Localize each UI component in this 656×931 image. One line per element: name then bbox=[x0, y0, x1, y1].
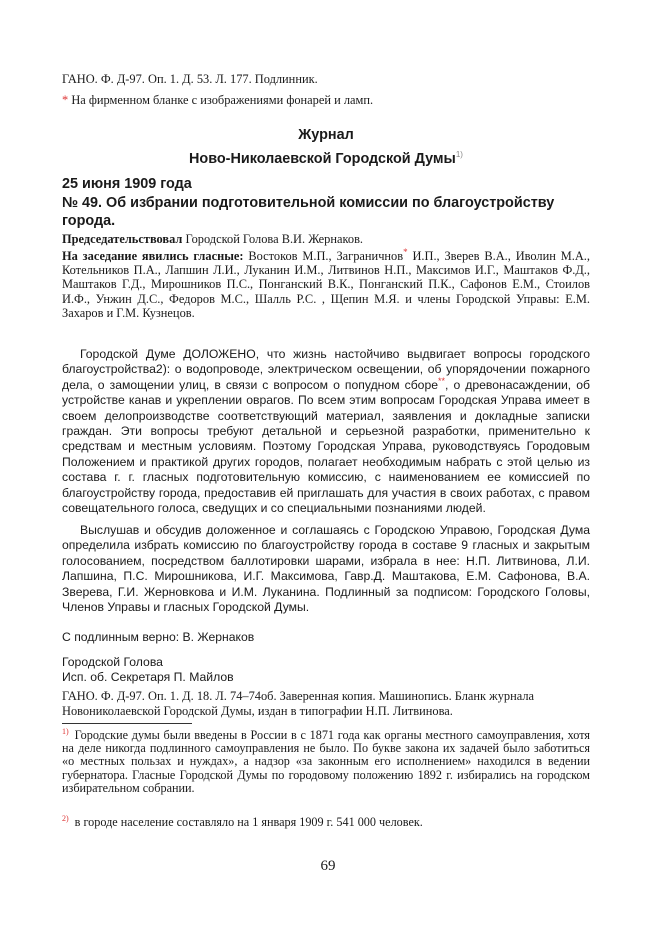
attendees-text-b: И.П., Зверев В.А., Иволин М.А., Котельников П.А., Лапшин Л.И., Луканин И.М., Литвинов Н.П., Максимов И.Г., Маштаков Ф.Д., Маштаков Г.Д., Мирошников П.С., Понганский В.К., Понганский П.К., Сафонов Е.М., Стоилов И.Ф., Унжин Д.С., Федоров М.С., Шалль Р.С. , Щепин М.Я. и члены Городской Управы: Е.М. Захаров и Г.М. Кузнецов. bbox=[62, 249, 590, 320]
decision-paragraph: Выслушав и обсудив доложенное и соглашаясь с Городскою Управою, Городская Дума определила избрать комиссию по благоустройству города в составе 9 гласных и закрытым голосованием, посредством баллотировки шарами, избрала в нее: Н.П. Литвинова, Л.И. Лапшина, П.С. Мирошникова, И.Г. Максимова, Гавр.Д. Маштакова, Е.М. Сафонова, В.А. Зверева, Г.И. Жерновкова и И.М. Луканина. Подлинный за подписом: Городского Головы, Членов Управы и гласных Городской Думы. bbox=[62, 523, 590, 615]
asterisk-note bbox=[62, 93, 590, 108]
footnote-1-text: Городские думы были введены в России в с 1871 года как органы местного самоуправления, хотя на деле никогда подлинного самоуправления не было. По букве закона их задачей было заботиться «о местных пользах и нуждах», а надзор «за законным его исполнением» находился в ведении губернатора. Гласные Городской Думы по городовому положению 1892 г. избирались на городском избирательном собрании. bbox=[62, 728, 590, 795]
asterisk-note-text: На фирменном бланке с изображениями фонарей и ламп. bbox=[71, 93, 374, 107]
chair-text: Городской Голова В.И. Жернаков. bbox=[185, 232, 364, 246]
archive-source-top: ГАНО. Ф. Д-97. Оп. 1. Д. 53. Л. 177. Подлинник. bbox=[62, 72, 318, 86]
attendees-asterisk: * bbox=[403, 246, 408, 257]
chair-label: Председательствовал bbox=[62, 232, 183, 246]
report-text-a: Городской Думе ДОЛОЖЕНО, что жизнь настойчиво выдвигает вопросы городского благоустройства2): о водопроводе, электрическом освещении, об упорядочении пожарного дела, о замощении улиц, в связи с вопросом о попудном сборе bbox=[62, 347, 590, 392]
mayor-title: Городской Голова bbox=[62, 655, 163, 669]
journal-title bbox=[62, 126, 590, 169]
journal-title-line2 bbox=[62, 145, 590, 169]
document-title: № 49. Об избрании подготовительной комиссии по благоустройству города. bbox=[62, 194, 555, 229]
attendees-paragraph bbox=[62, 246, 590, 320]
archive-source-bottom: ГАНО. Ф. Д-97. Оп. 1. Д. 18. Л. 74–74об. Заверенная копия. Машинопись. Бланк журнала Новониколаевской Городской Думы, издан в типографии Н.П. Литвинова. bbox=[62, 689, 535, 718]
journal-footnote-ref: 1) bbox=[455, 150, 463, 159]
footnote-2 bbox=[62, 815, 590, 829]
report-double-asterisk: ** bbox=[438, 375, 446, 386]
chair-line bbox=[62, 232, 590, 247]
journal-title-text: Ново-Николаевской Городской Думы bbox=[189, 150, 456, 167]
document-heading bbox=[62, 175, 590, 231]
asterisk-marker: * bbox=[62, 93, 69, 107]
footnote-1-marker: 1) bbox=[62, 726, 69, 736]
attendees-text-a: Востоков М.П., Заграничнов bbox=[248, 249, 404, 263]
secretary-line: Исп. об. Секретаря П. Майлов bbox=[62, 669, 234, 684]
attendees-label: На заседание явились гласные: bbox=[62, 249, 244, 263]
session-date: 25 июня 1909 года bbox=[62, 176, 192, 192]
certification-line: С подлинным верно: В. Жернаков bbox=[62, 630, 255, 644]
report-text-b: , о древонасаждении, об устройстве канав и укреплении оврагов. По всем этим вопросам Городская Управа имеет в своем делопроизводстве соответствующий материал, заявления и докладные записки граждан. Эти вопросы требуют детальной и серьезной разработки, применительно к средствам и местным условиям. Поэтому Городская Управа, руководствуясь Городовым Положением и практикой других городов, полагает необходимым набрать с этой целью из состава г. г. гласных подготовительную комиссию, с наименованием ее комиссией по благоустройству города, предоставив ей приглашать для участия в своих работах, с правом совещательного голоса, сведущих и со специальными познаниями людей. bbox=[62, 377, 590, 516]
footnote-divider bbox=[62, 723, 192, 724]
page-number: 69 bbox=[320, 858, 336, 874]
signatures-block bbox=[62, 655, 590, 684]
footnote-1 bbox=[62, 726, 590, 795]
footnote-2-text: в городе население составляло на 1 января 1909 г. 541 000 человек. bbox=[74, 815, 423, 829]
report-paragraph bbox=[62, 347, 590, 516]
journal-title-line1: Журнал bbox=[298, 127, 354, 143]
footnote-2-marker: 2) bbox=[62, 813, 69, 823]
